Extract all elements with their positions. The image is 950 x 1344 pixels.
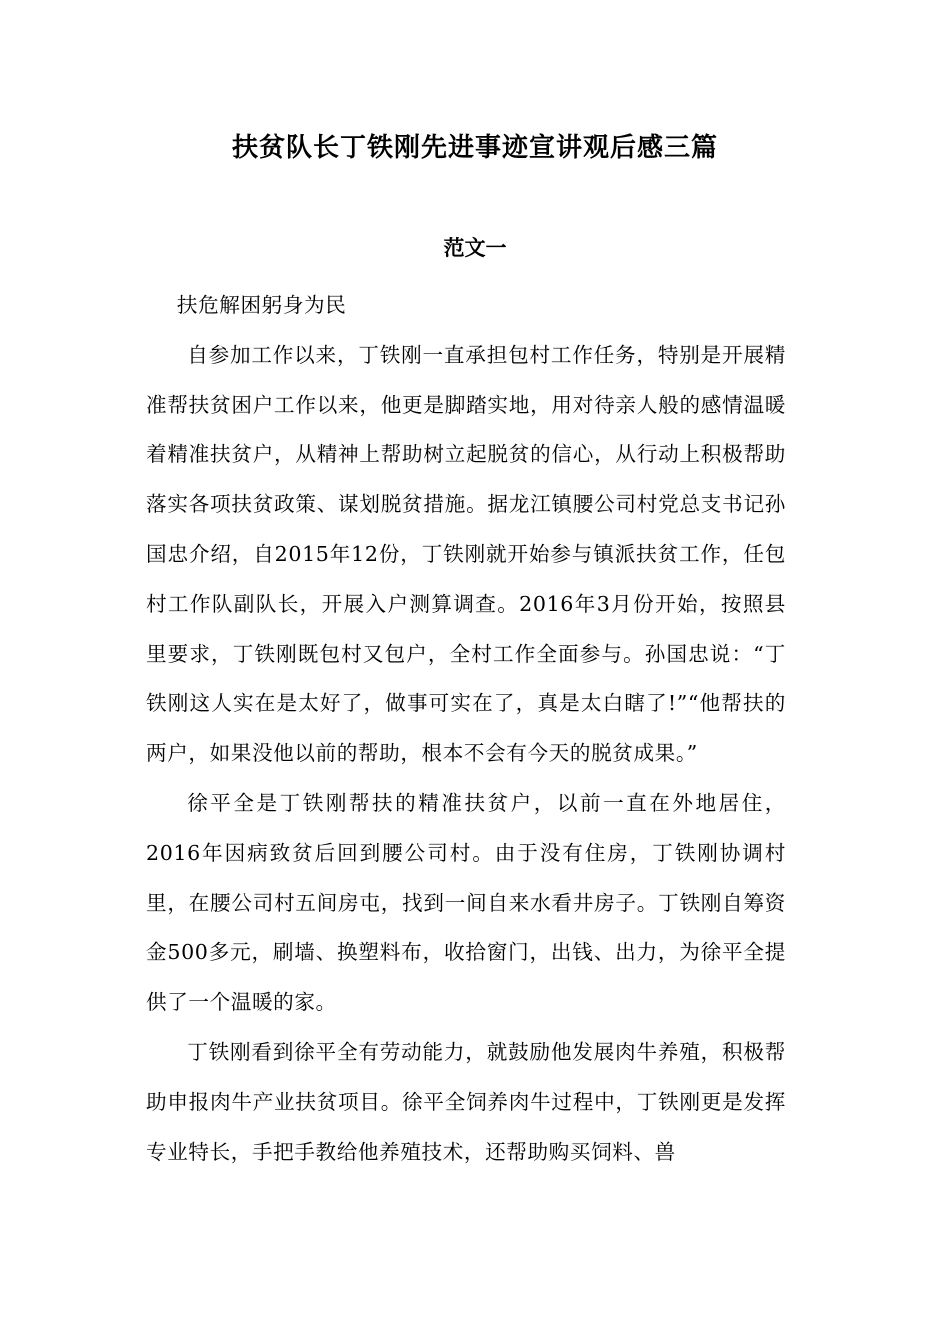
subheading: 扶危解困躬身为民 <box>176 293 347 317</box>
document-title: 扶贫队长丁铁刚先进事迹宣讲观后感三篇 <box>231 133 718 163</box>
document-body <box>146 281 786 1177</box>
paragraph: 丁铁刚看到徐平全有劳动能力，就鼓励他发展肉牛养殖，积极帮助申报肉牛产业扶贫项目。徐平全饲养肉牛过程中，丁铁刚更是发挥专业特长，手把手教给他养殖技术，还帮助购买饲料、兽 <box>146 1039 786 1164</box>
section-title: 范文一 <box>443 236 507 260</box>
paragraph: 徐平全是丁铁刚帮扶的精准扶贫户，以前一直在外地居住，2016年因病致贫后回到腰公司村。由于没有住房，丁铁刚协调村里，在腰公司村五间房屯，找到一间自来水看井房子。丁铁刚自筹资金500多元，刷墙、换塑料布，收拾窗门，出钱、出力，为徐平全提供了一个温暖的家。 <box>146 790 786 1015</box>
paragraph: 自参加工作以来，丁铁刚一直承担包村工作任务，特别是开展精准帮扶贫困户工作以来，他更是脚踏实地，用对待亲人般的感情温暖着精准扶贫户，从精神上帮助树立起脱贫的信心，从行动上积极帮助落实各项扶贫政策、谋划脱贫措施。据龙江镇腰公司村党总支书记孙国忠介绍，自2015年12份，丁铁刚就开始参与镇派扶贫工作，任包村工作队副队长，开展入户测算调查。2016年3月份开始，按照县里要求，丁铁刚既包村又包户，全村工作全面参与。孙国忠说：“丁铁刚这人实在是太好了，做事可实在了，真是太白瞎了!”“他帮扶的两户，如果没他以前的帮助，根本不会有今天的脱贫成果。” <box>146 342 786 766</box>
